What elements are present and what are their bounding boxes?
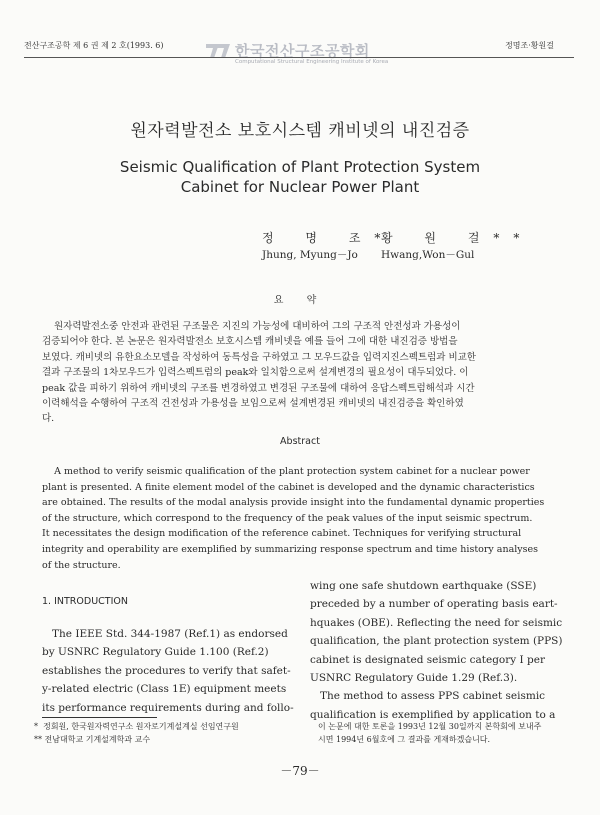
english-abstract-line: of the structure, which correspond to the frequency of the peak values of the input seismic spectrum. [42, 512, 533, 524]
author-1-korean: 정 명 조* [262, 231, 395, 245]
journal-citation: 전산구조공학 제 6 권 제 2 호(1993. 6) [24, 41, 164, 50]
author-affiliations [34, 721, 239, 746]
title-korean: 원자력발전소 보호시스템 캐비넷의 내진검증 [130, 121, 470, 141]
korean-abstract-line: peak 값을 피하기 위하여 캐비넷의 구조를 변경하였고 변경된 구조물에 대하여 응답스펙트럼해석과 시간 [42, 382, 475, 394]
body-line: hquakes (OBE). Reflecting the need for seismic [310, 616, 563, 629]
discussion-notice [318, 721, 541, 746]
section-heading-introduction: 1. INTRODUCTION [42, 596, 128, 607]
english-abstract-line: plant is presented. A finite element model of the cabinet is developed and the dynamic characteristics [42, 481, 535, 493]
body-line: The IEEE Std. 344-1987 (Ref.1) as endorsed [42, 628, 288, 640]
english-abstract-line: It necessitates the design modification of the reference cabinet. Techniques for verifying structural [42, 528, 522, 540]
title-english-line2: Cabinet for Nuclear Power Plant [180, 178, 420, 196]
notice-line: 시면 1994년 6월호에 그 결과를 게재하겠습니다. [318, 734, 491, 744]
affiliation-line: * 정회원, 한국원자력연구소 원자로기계설계실 선임연구원 [34, 722, 239, 731]
body-line: qualification is exemplified by application to a [310, 708, 556, 721]
body-column-right [310, 577, 562, 724]
body-line: qualification, the plant protection system (PPS) [310, 635, 563, 648]
english-abstract-line: integrity and operability are exemplified by summarizing response spectrum and time history analyses [42, 543, 539, 555]
body-line: its performance requirements during and follo- [42, 701, 294, 714]
body-line: by USNRC Regulatory Guide 1.100 (Ref.2) [42, 646, 269, 659]
running-authors: 정명조·황원걸 [505, 41, 554, 50]
body-line: establishes the procedures to verify that safet- [42, 664, 291, 677]
title-english-line1: Seismic Qualification of Plant Protection System [119, 158, 481, 176]
body-line: y-related electric (Class 1E) equipment meets [42, 683, 287, 696]
body-line: USNRC Regulatory Guide 1.29 (Ref.3). [310, 672, 518, 685]
page-number: －79－ [280, 764, 320, 778]
body-line: preceded by a number of operating basis eart- [310, 598, 558, 611]
english-abstract-body [42, 464, 562, 573]
korean-abstract-line: 보였다. 캐비넷의 유한요소모델을 작성하여 동특성을 구하였고 그 모우드값을 입력지진스펙트럼과 비교한 [42, 351, 476, 363]
english-abstract-line: of the structure. [42, 559, 121, 571]
english-abstract-heading: Abstract [280, 436, 320, 447]
korean-abstract-line: 이력해석을 수행하여 구조적 건전성과 가용성을 보임으로써 설계변경된 캐비넷의 내진검증을 확인하였 [42, 398, 464, 410]
body-line: wing one safe shutdown earthquake (SSE) [310, 580, 537, 592]
society-logo [205, 40, 395, 70]
author-2-english: Hwang,Won－Gul [381, 249, 475, 261]
body-line: The method to assess PPS cabinet seismic [310, 690, 546, 703]
footnote-divider [42, 717, 157, 718]
korean-abstract-line: 검증되어야 한다. 본 논문은 원자력발전소 보호시스템 캐비넷을 예를 들어 그에 대한 내진검증 방법을 [42, 336, 458, 348]
society-name: 한국전산구조공학회 [235, 42, 370, 60]
korean-abstract-line: 원자력발전소중 안전과 관련된 구조물은 지진의 가능성에 대비하여 그의 구조적 안전성과 가용성이 [54, 321, 461, 332]
korean-abstract-line: 결과 구조물의 1차모우드가 입력스펙트럼의 peak와 일치함으로써 설계변경의 필요성이 대두되었다. 이 [42, 367, 469, 379]
affiliation-line: ** 전남대학교 기계설계학과 교수 [34, 734, 151, 744]
body-line: cabinet is designated seismic category I per [310, 653, 545, 666]
korean-abstract-line: 다. [42, 413, 55, 425]
body-column-left [42, 625, 294, 717]
author-2-korean: 황 원 걸** [381, 231, 534, 245]
english-abstract-line: A method to verify seismic qualification of the plant protection system cabinet for a nuclear power [42, 466, 530, 477]
korean-abstract-body [42, 319, 550, 427]
header-divider [24, 57, 574, 58]
korean-abstract-heading: 요 약 [273, 295, 327, 306]
english-abstract-line: are obtained. The results of the modal analysis provide insight into the fundamental dynamic properties [42, 497, 545, 509]
author-1-english: Jhung, Myung－Jo [262, 249, 358, 261]
society-subtitle: Computational Structural Engineering Institute of Korea [235, 59, 389, 65]
notice-line: 이 논문에 대한 토론을 1993년 12월 30일까지 본학회에 보내주 [318, 722, 542, 731]
